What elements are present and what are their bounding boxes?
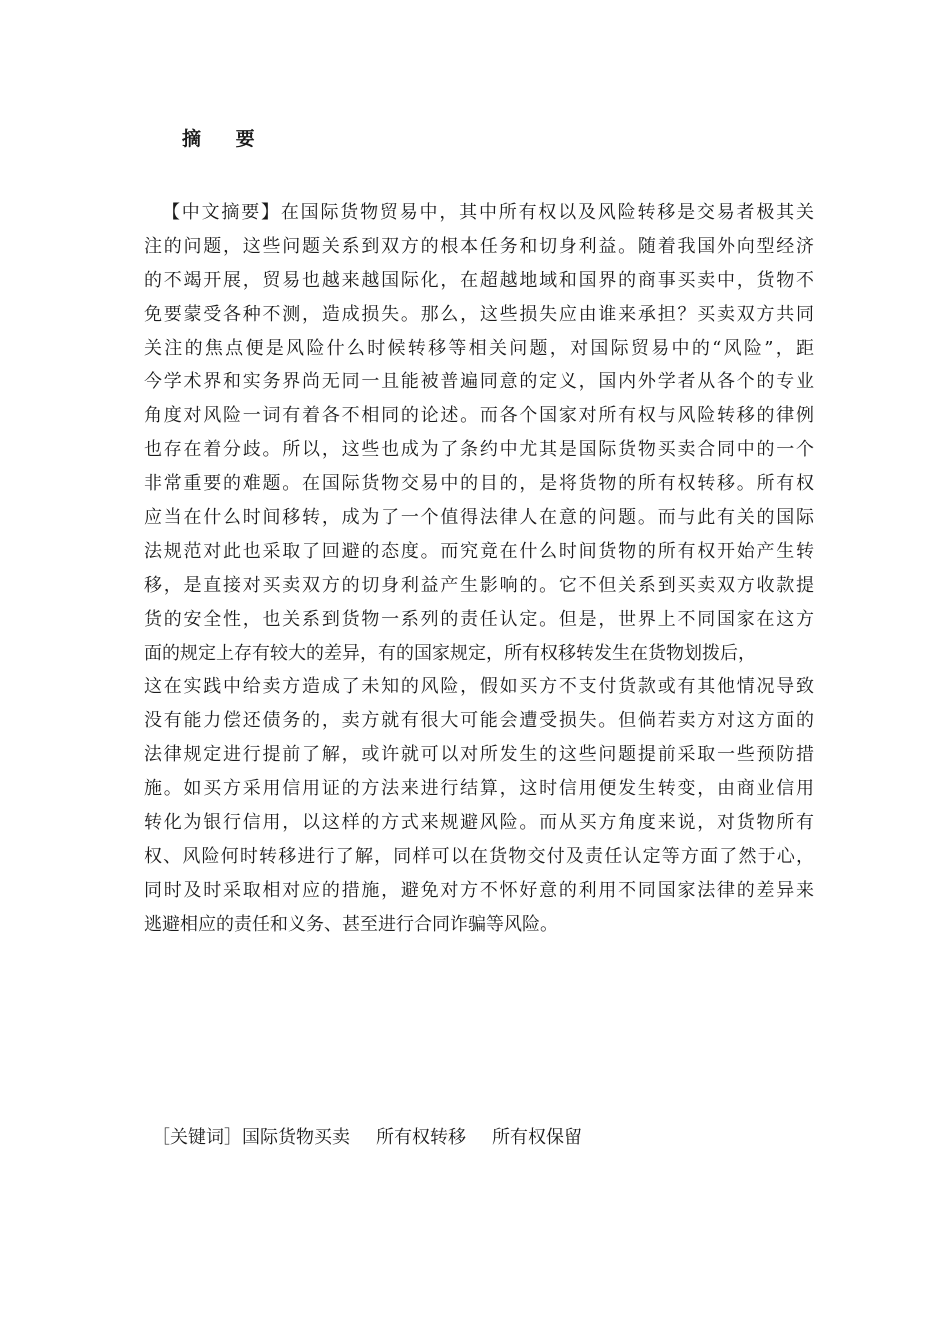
abstract-line: 同时及时采取相对应的措施，避免对方不怀好意的利用不同国家法律的差异来: [144, 879, 814, 901]
keywords-line: [152, 1124, 582, 1152]
abstract-line: 移，是直接对买卖双方的切身利益产生影响的。它不但关系到买卖双方收款提: [144, 574, 814, 596]
abstract-line: 应当在什么时间移转，成为了一个值得法律人在意的问题。而与此有关的国际: [144, 507, 814, 529]
abstract-line: 的不竭开展，贸易也越来越国际化，在超越地域和国界的商事买卖中，货物不: [144, 269, 814, 291]
abstract-line: 权、风险何时转移进行了解，同样可以在货物交付及责任认定等方面了然于心，: [144, 845, 814, 867]
abstract-line: 非常重要的难题。在国际货物交易中的目的，是将货物的所有权转移。所有权: [144, 473, 814, 495]
abstract-line: 【中文摘要】在国际货物贸易中，其中所有权以及风险转移是交易者极其关: [162, 202, 814, 223]
keyword: 国际货物买卖: [242, 1127, 350, 1148]
abstract-line: 法律规定进行提前了解，或许就可以对所发生的这些问题提前采取一些预防措: [144, 744, 814, 766]
abstract-line: 法规范对此也采取了回避的态度。而究竟在什么时间货物的所有权开始产生转: [144, 540, 814, 562]
abstract-line: 逃避相应的责任和义务、甚至进行合同诈骗等风险。: [144, 913, 558, 935]
abstract-line: 免要蒙受各种不测，造成损失。那么，这些损失应由谁来承担？买卖双方共同: [144, 303, 814, 325]
abstract-line: 转化为银行信用，以这样的方式来规避风险。而从买方角度来说，对货物所有: [144, 812, 814, 834]
keywords-label: ［关键词］: [152, 1127, 242, 1148]
abstract-line: 也存在着分歧。所以，这些也成为了条约中尤其是国际货物买卖合同中的一个: [144, 439, 814, 461]
abstract-line: 货的安全性，也关系到货物一系列的责任认定。但是，世界上不同国家在这方: [144, 608, 814, 630]
abstract-heading: 摘 要: [182, 128, 269, 150]
keyword: 所有权保留: [492, 1127, 582, 1148]
abstract-line: 关注的焦点便是风险什么时候转移等相关问题，对国际贸易中的“风险”，距: [144, 337, 814, 359]
abstract-line: 注的问题，这些问题关系到双方的根本任务和切身利益。随着我国外向型经济: [144, 235, 814, 257]
abstract-line: 面的规定上存有较大的差异，有的国家规定，所有权移转发生在货物划拨后，: [144, 642, 756, 664]
keyword: 所有权转移: [376, 1127, 466, 1148]
abstract-body: [144, 196, 814, 942]
abstract-line: 没有能力偿还债务的，卖方就有很大可能会遭受损失。但倘若卖方对这方面的: [144, 710, 814, 732]
abstract-line: 角度对风险一词有着各不相同的论述。而各个国家对所有权与风险转移的律例: [144, 405, 814, 427]
abstract-line: 今学术界和实务界尚无同一且能被普遍同意的定义，国内外学者从各个的专业: [144, 371, 814, 393]
abstract-line: 这在实践中给卖方造成了未知的风险，假如买方不支付货款或有其他情况导致: [144, 676, 814, 698]
abstract-line: 施。如买方采用信用证的方法来进行结算，这时信用便发生转变，由商业信用: [144, 778, 814, 800]
